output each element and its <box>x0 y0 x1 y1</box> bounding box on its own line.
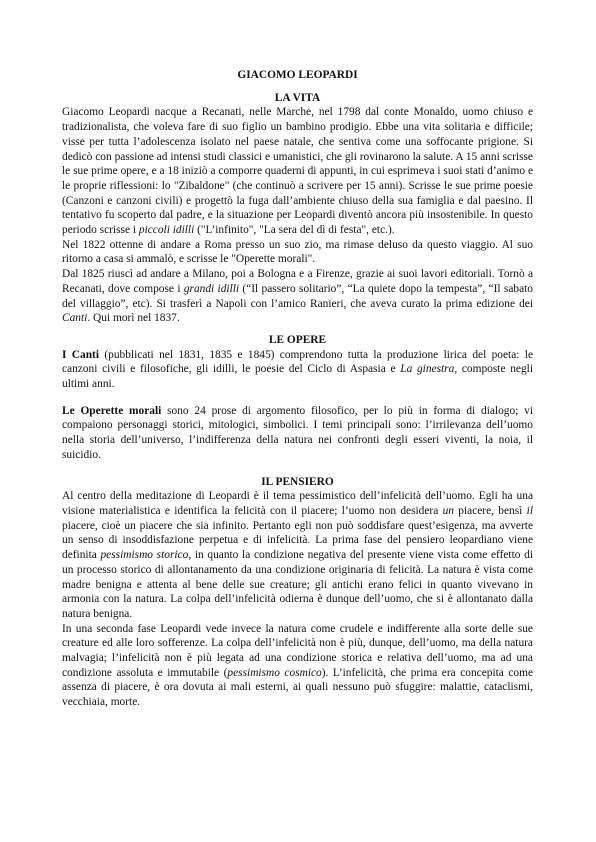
italic-text: La ginestra <box>400 363 455 376</box>
bold-text: I Canti <box>62 348 100 361</box>
section-heading-vita: LA VITA <box>274 91 321 104</box>
italic-text: pessimismo cosmico <box>227 666 322 679</box>
text-run: piacere, bensì <box>453 504 527 517</box>
text-run: Al centro della meditazione di Leopardi è il tema pessimistico dell’infelicità dell’uomo. Egli ha una visione materialistica e identifica la felicità con il piacere; l’uomo non desidera <box>62 490 533 517</box>
paragraph <box>62 267 533 326</box>
text-run: , in quanto la condizione negativa del presente viene vista come effetto di un processo storico di allontanamento da una condizione originaria di felicità. La natura è vista come madre benigna e attenta al bene delle sue creature; gli antichi erano felici in quanto vivevano in armonia con la natura. La colpa dell’infelicità odierna è dunque dell’uomo, che si è allontanato dalla natura benigna. <box>62 549 533 620</box>
text-run: . Qui morì nel 1837. <box>87 312 180 325</box>
section-heading-opere: LE OPERE <box>268 333 327 346</box>
text-run: In una seconda fase Leopardi vede invece la natura come crudele e indifferente alla sorte delle sue creature ed alle loro sofferenze. La colpa dell’infelicità non è più, dunque, dell’uomo, ma della natura malvagia; l’infelicità non è più legata ad una condizione storica e relativa dell’uomo, ma ad una condizione assoluta e immutabile ( <box>62 622 533 679</box>
italic-text: Canti <box>62 312 88 325</box>
text-run: sono 24 prose di argomento filosofico, per lo più in forma di dialogo; vi compaiono personaggi storici, mitologici, simbolici. I temi principali sono: l’irrilevanza dell’uomo nella storia dell’universo, l’indifferenza della natura nei confronti degli esseri viventi, la noia, il suicidio. <box>62 404 533 461</box>
italic-text: il <box>526 504 533 517</box>
text-run: Dal 1825 riuscì ad andare a Milano, poi a Bologna e a Firenze, grazie ai suoi lavori editoriali. Tornò a Recanati, dove compose i <box>62 268 533 295</box>
paragraph <box>62 404 533 463</box>
paragraph <box>62 622 533 710</box>
text-run: (pubblicati nel 1831, 1835 e 1845) comprendono tutta la produzione lirica del poeta: le canzoni civili e filosofiche, gli idilli, le poesie del Ciclo di Aspasia e <box>62 348 534 376</box>
text-run: (“Il passero solitario”, “La quiete dopo la tempesta”, “Il sabato del villaggio”, etc). Si trasferì a Napoli con l’amico Ranieri, che aveva curato la prima edizione dei <box>62 282 533 310</box>
document-title: GIACOMO LEOPARDI <box>237 69 358 81</box>
paragraph <box>62 238 533 267</box>
paragraph <box>62 489 533 621</box>
text-run: ). L’infelicità, che prima era concepita come assenza di piacere, è ora dovuta ai mali esterni, ai quali nessuno può sfuggire: malattie, cataclismi, vecchiaia, morte. <box>62 666 534 709</box>
text-run: ("L’infinito", "La sera del dì di festa", etc.). <box>194 224 395 237</box>
text-run: Nel 1822 ottenne di andare a Roma presso un suo zio, ma rimase deluso da questo viaggio. Al suo ritorno a casa si ammalò, e scrisse le "Operette morali". <box>62 238 533 266</box>
section-heading-pensiero: IL PENSIERO <box>261 475 334 488</box>
document-page <box>62 68 533 710</box>
text-run: piacere, cioè un piacere che sia infinito. Pertanto egli non può soddisfare quest’esigenza, ma avverte un senso di insoddisfazione perpetua e di infelicità. La prima fase del pensiero leopardiano viene definita <box>62 519 533 562</box>
italic-text: grandi idilli <box>183 282 240 295</box>
italic-text: piccoli idilli <box>138 224 195 237</box>
text-run: Giacomo Leopardi nacque a Recanati, nelle Marche, nel 1798 dal conte Monaldo, uomo chiuso e tradizionalista, che voleva fare di suo figlio un bambino prodigio. Ebbe una vita solitaria e difficile; visse per tutta l’adolescenza isolato nel paese natale, che sentiva come una soffocante prigione. Si dedicò con passione ad intensi studi classici e umanistici, che gli rovinarono la salute. A 15 anni scrisse le sue prime opere, e a 18 iniziò a comporre quaderni di appunti, in cui esprimeva i suoi stati d’animo e le proprie riflessioni: lo "Zibaldone" (che continuò a scrivere per 15 anni). Scrisse le sue prime poesie (Canzoni e canzoni civili) e progettò la fuga dall’ambiente chiuso della sua famiglia e dal paesino. Il tentativo fu scoperto dal padre, e la situazione per Leopardi diventò ancora più insostenibile. In questo periodo scrisse i <box>62 106 533 237</box>
paragraph <box>62 348 533 392</box>
paragraph <box>62 105 533 237</box>
text-run: , composte negli ultimi anni. <box>62 363 533 391</box>
italic-text: un <box>442 504 454 517</box>
bold-text: Le Operette morali <box>62 404 162 417</box>
italic-text: pessimismo storico <box>100 549 189 562</box>
